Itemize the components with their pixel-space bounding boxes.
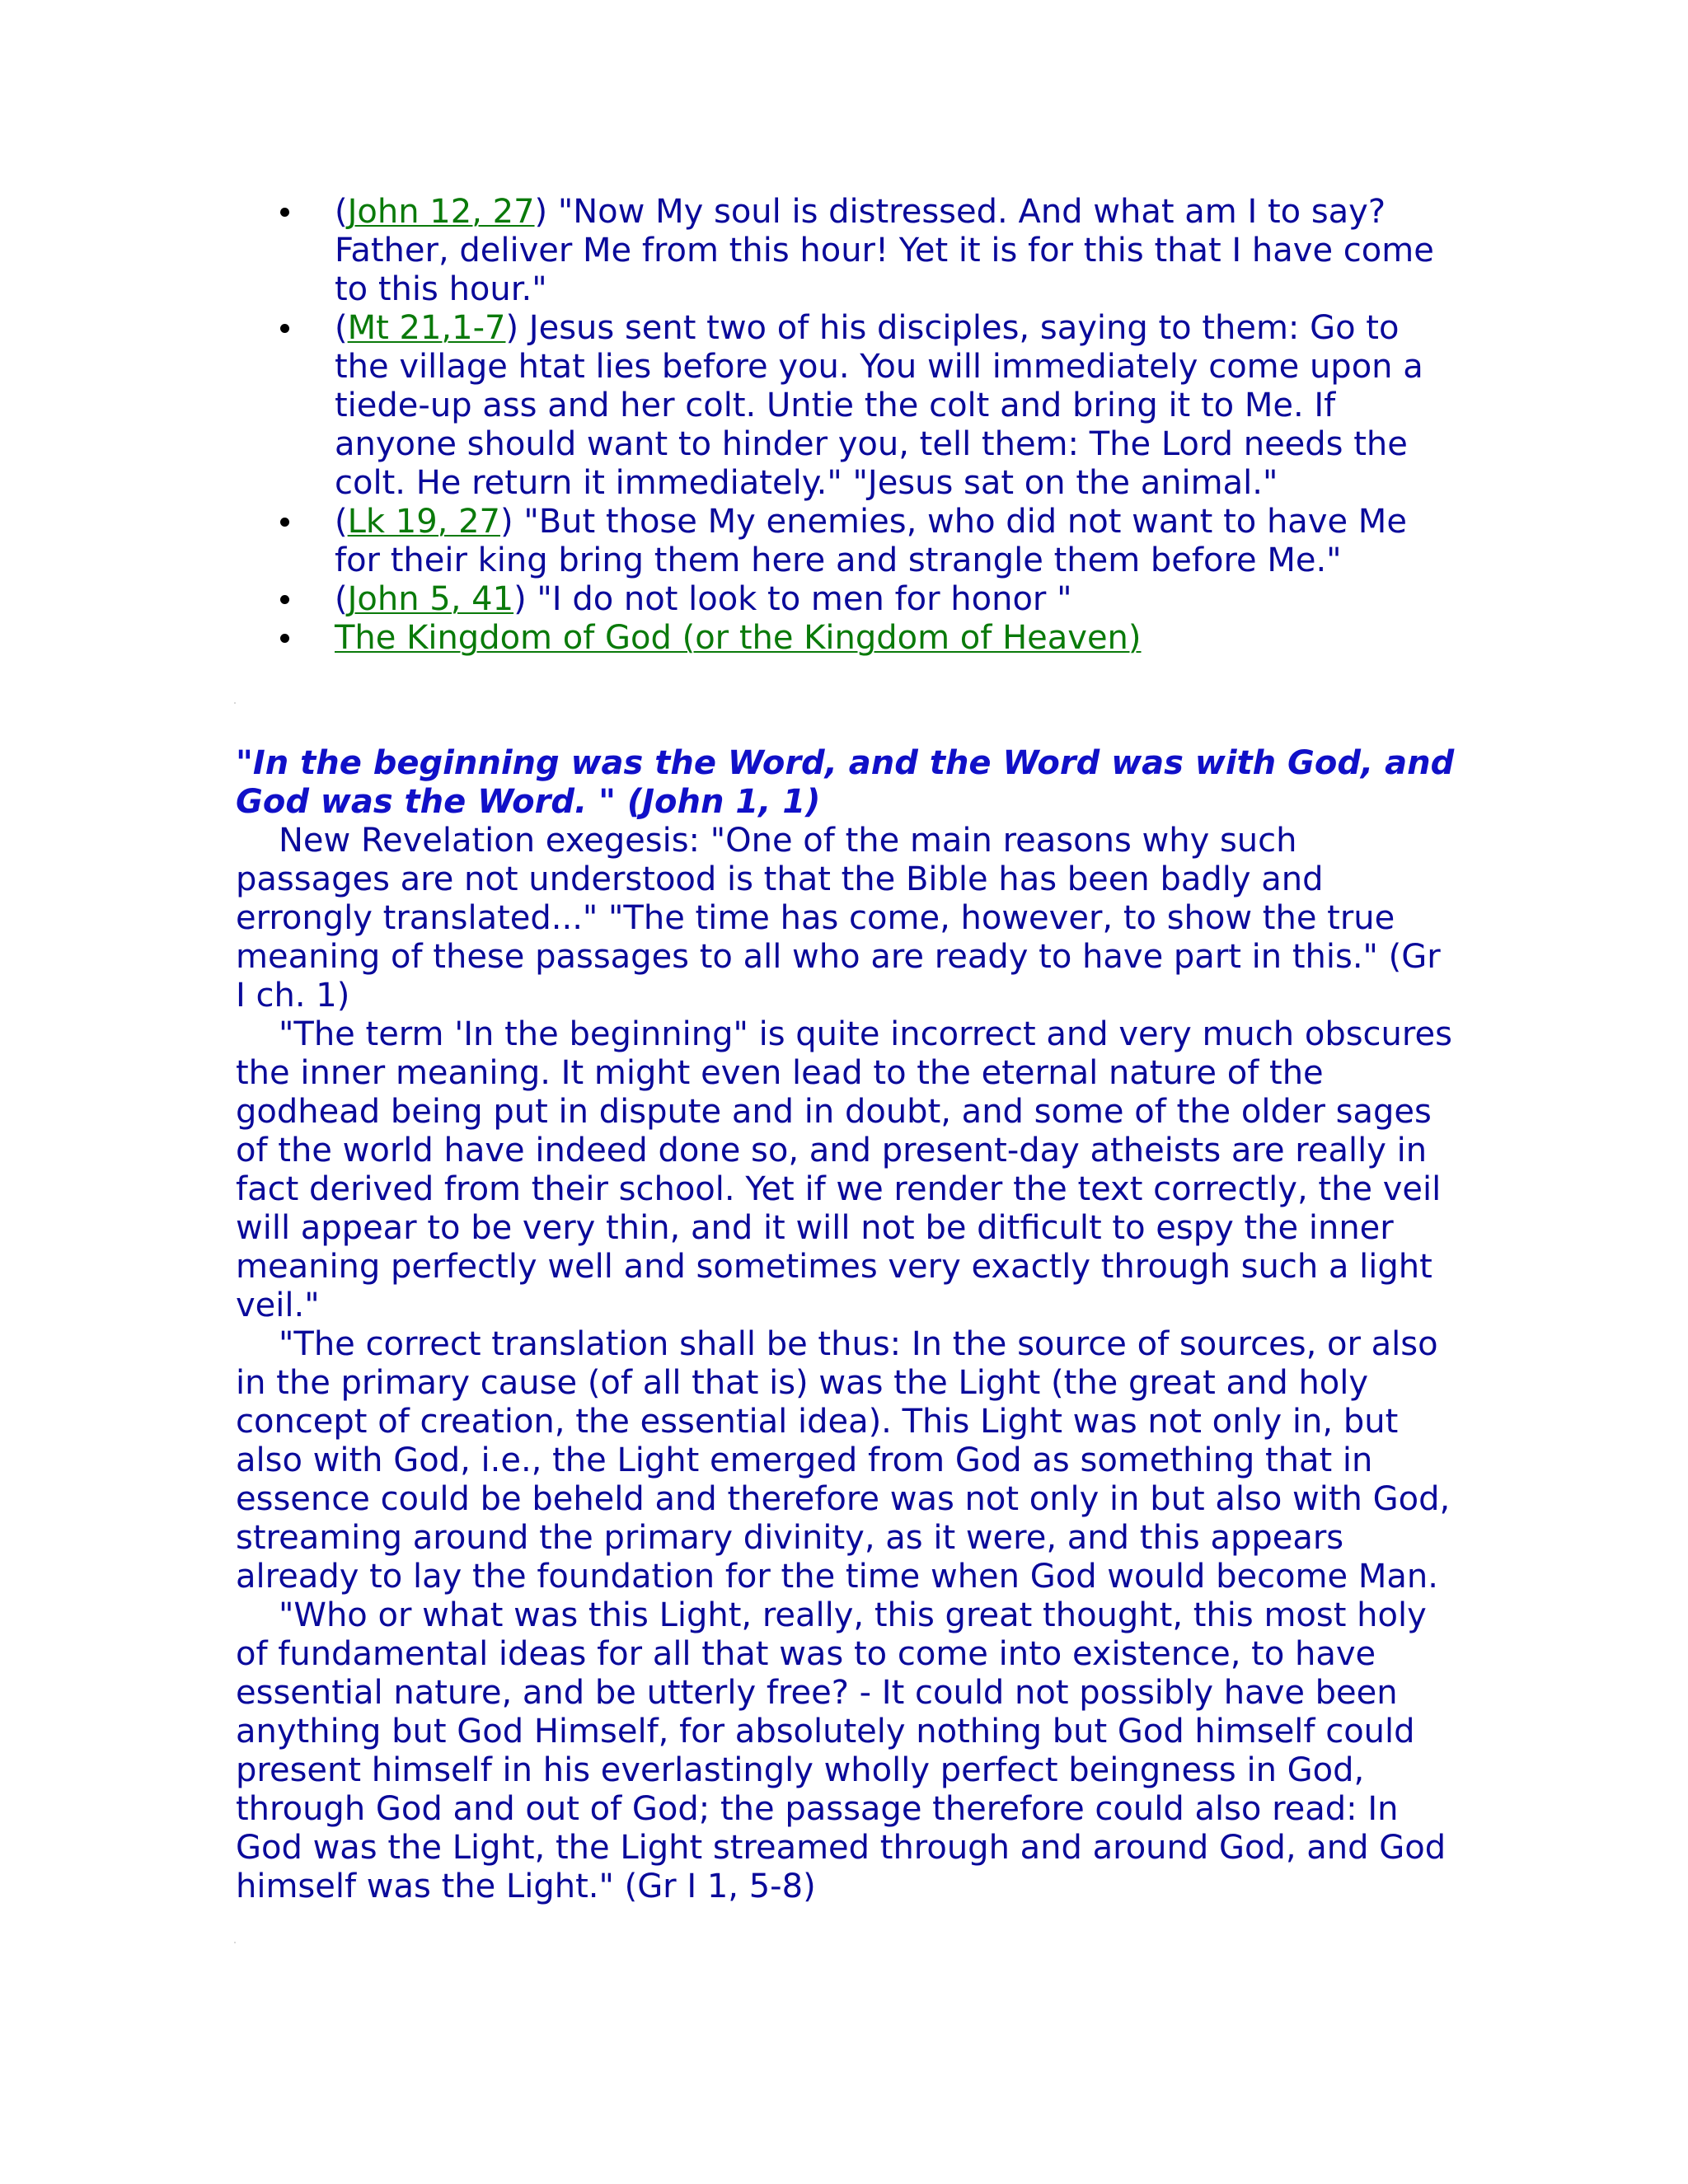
- ref-quote-text: "But those My enemies, who did not want to have Me for their king bring them here and strangle them before Me.": [335, 503, 1407, 579]
- ref-link-mt-21-1-7[interactable]: Mt 21,1-7: [347, 309, 506, 347]
- list-item: [280, 503, 1451, 580]
- ref-link-john-12-27[interactable]: John 12, 27: [347, 193, 535, 231]
- ref-close-paren: ): [500, 503, 513, 541]
- section-divider: [234, 702, 236, 704]
- bullet-icon: [280, 634, 289, 643]
- section-heading: "In the beginning was the Word, and the Word was with God, and God was the Word. " (John 1, 1): [236, 744, 1455, 821]
- ref-open-paren: (: [335, 309, 348, 347]
- ref-link-john-5-41[interactable]: John 5, 41: [347, 580, 514, 618]
- ref-close-paren: ): [505, 309, 519, 347]
- reference-list: [280, 193, 1451, 658]
- ref-close-paren: ): [513, 580, 527, 618]
- bullet-icon: [280, 324, 289, 333]
- bullet-icon: [280, 208, 289, 217]
- list-item: [280, 309, 1451, 503]
- bullet-icon: [280, 518, 289, 527]
- ref-open-paren: (: [335, 193, 348, 231]
- exegesis-section: [236, 744, 1456, 1906]
- ref-close-paren: ): [534, 193, 548, 231]
- ref-link-lk-19-27[interactable]: Lk 19, 27: [347, 503, 500, 541]
- list-item: [280, 193, 1451, 309]
- paragraph: "Who or what was this Light, really, this great thought, this most holy of fundamental ideas for all that was to come into existence, to have essential nature, and be utterly free? - It could not possibly have been anything but God Himself, for absolutely nothing but God himself could present himself in his everlastingly wholly perfect beingness in God, through God and out of God; the passage therefore could also read: In God was the Light, the Light streamed through and around God, and God himself was the Light." (Gr I 1, 5-8): [236, 1596, 1447, 1905]
- ref-quote-text: "Now My soul is distressed. And what am I to say? Father, deliver Me from this hour! Yet it is for this that I have come to this hour.": [335, 193, 1434, 308]
- ref-open-paren: (: [335, 503, 348, 541]
- ref-quote-text: Jesus sent two of his disciples, saying to them: Go to the village htat lies before you. You will immediately come upon a tiede-up ass and her colt. Untie the colt and bring it to Me. If anyone should want to hinder you, tell them: The Lord needs the colt. He return it immediately." "Jesus sat on the animal.": [335, 309, 1423, 502]
- bullet-icon: [280, 595, 289, 604]
- ref-open-paren: (: [335, 580, 348, 618]
- list-item: [280, 619, 1451, 658]
- ref-quote-text: "I do not look to men for honor ": [526, 580, 1072, 618]
- list-item: [280, 580, 1451, 619]
- paragraph: "The term 'In the beginning" is quite incorrect and very much obscures the inner meaning. It might even lead to the eternal nature of the godhead being put in dispute and in doubt, and some of the older sages of the world have indeed done so, and present-day atheists are really in fact derived from their school. Yet if we render the text correctly, the veil will appear to be very thin, and it will not be ditficult to espy the inner meaning perfectly well and sometimes very exactly through such a light veil.": [236, 1015, 1452, 1324]
- section-divider: [234, 1942, 236, 1943]
- paragraph: "The correct translation shall be thus: In the source of sources, or also in the primary cause (of all that is) was the Light (the great and holy concept of creation, the essential idea). This Light was not only in, but also with God, i.e., the Light emerged from God as something that in essence could be beheld and therefore was not only in but also with God, streaming around the primary divinity, as it were, and this appears already to lay the foundation for the time when God would become Man.: [236, 1325, 1451, 1596]
- kingdom-of-god-link[interactable]: The Kingdom of God (or the Kingdom of Heaven): [335, 619, 1142, 657]
- paragraph: New Revelation exegesis: "One of the main reasons why such passages are not understood is that the Bible has been badly and errongly translated..." "The time has come, however, to show the true meaning of these passages to all who are ready to have part in this." (Gr I ch. 1): [236, 822, 1441, 1015]
